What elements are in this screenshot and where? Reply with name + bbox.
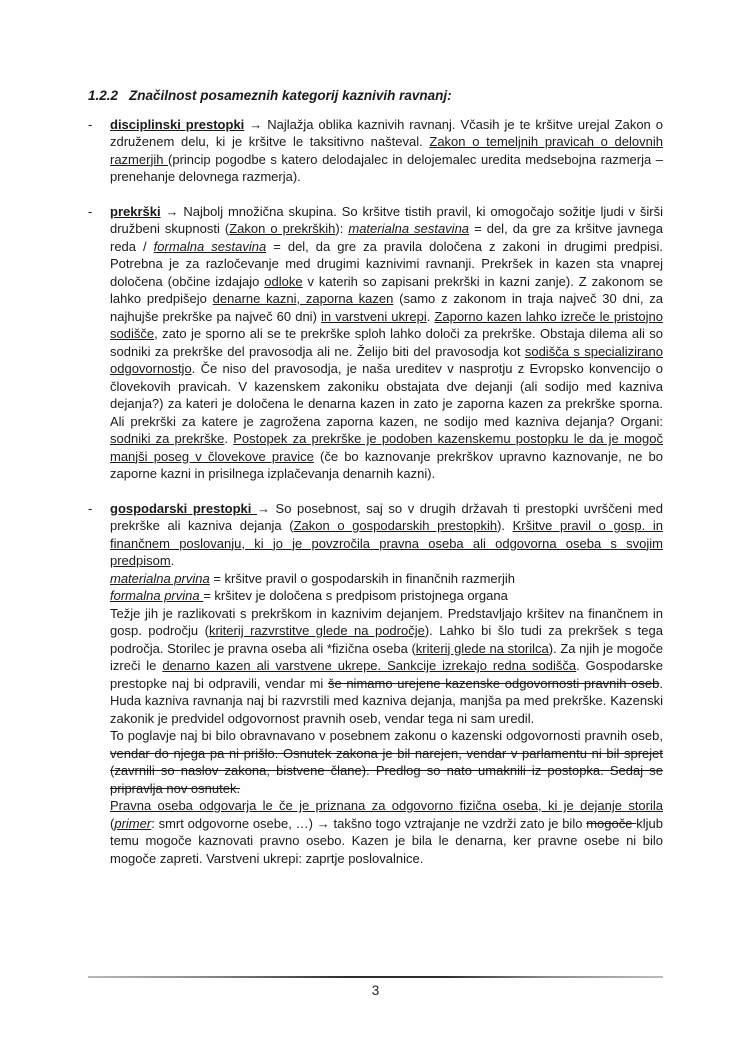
- text-run: kriterij glede na storilca: [415, 640, 549, 656]
- text-run: denarno kazen ali varstvene ukrepe. Sankcije izrekajo redna sodišča: [162, 658, 577, 673]
- text-run: .: [224, 431, 234, 446]
- text-run: = kršitev je določena s predpisom pristojnega organa: [203, 588, 508, 603]
- bullet-dash: -: [88, 116, 93, 132]
- text-run: gospodarski prestopki: [110, 500, 257, 516]
- text-run: (: [110, 815, 115, 831]
- text-run: formalna prvina: [110, 588, 204, 603]
- text-run: Zakon o temeljnih pravicah o delovnih razmerjih: [110, 134, 663, 167]
- text-run: (princip pogodbe s katero delodajalec in delojemalec uredita medsebojna razmerja – prenehanje delovnega razmerja).: [110, 151, 663, 184]
- paragraph: [88, 203, 663, 483]
- text-run: materialna sestavina: [348, 221, 470, 236]
- text-run: Kršitve pravil o gosp. in finančnem poslovanju, ki jo je povzročila pravna oseba ali odgovorna oseba s svojim predpisom: [110, 518, 663, 568]
- footer-rule: [88, 976, 663, 978]
- section-title: Značilnost posameznih kategorij kaznivih ravnanj:: [129, 88, 452, 103]
- text-run: .: [170, 553, 175, 568]
- text-run: : smrt odgovorne osebe, …) → takšno togo vztrajanje ne vzdrži zato je bilo: [151, 815, 587, 831]
- text-run: , zato je sporno ali se te prekrške sploh lahko določi za prekrške. Obstaja dilema ali so sodniki za prekrške del pravosodja ali ne. Želijo biti del pravosodja kot: [110, 326, 663, 359]
- text-run: denarne kazni, zaporna kazen: [212, 291, 394, 306]
- text-run: vendar do njega pa ni prišlo. Osnutek zakona je bil narejen, vendar v parlamentu ni bil sprejet (zavrnili so naslov zakona, bistvene člane). Predlog so nato umaknili iz postopka. Sedaj se pripravlja nov osnutek.: [110, 745, 663, 796]
- text-run: = kršitve pravil o gospodarskih in finančnih razmerjih: [209, 570, 515, 586]
- section-number: 1.2.2: [88, 88, 119, 103]
- paragraph-content: [110, 117, 663, 185]
- text-run: . Če niso del pravosodja, je naša ureditev v nasprotju z Evropsko konvencijo o človekovih pravicah. V kazenskem zakoniku obstajata dve dejanji (ali sodijo med kazniva dejanja?) za kateri je določena le denarna kazen in zato je zaporna kazen za prekrške sporna. Ali prekrški za katere je zagrožena zaporna kazen, ne sodijo med kazniva dejanja? Organi:: [110, 361, 663, 429]
- text-run: (če bo kaznovanje prekrškov upravno kaznovanje, ne bo zaporne kazni in prisilnega izplačevanja denarnih kazni).: [110, 448, 663, 481]
- text-run: .: [426, 308, 435, 324]
- text-run: formalna sestavina: [153, 238, 267, 254]
- text-run: → Najlažja oblika kaznivih ravnanj. Včasih je te kršitve urejal Zakon o združenem delu, ki je kršitve le taksitivno našteval.: [110, 116, 663, 149]
- text-run: prekrški: [110, 203, 161, 219]
- text-run: (samo z zakonom in traja največ 30 dni, za najhujše prekrške pa največ 60 dni): [110, 291, 663, 324]
- paragraph: [88, 116, 663, 186]
- text-run: = del, da gre za pravila določena z zakoni in drugimi predpisi. Potrebna je za razločevanje med drugimi kaznivimi ravnanji. Prekršek in kazen sta vnaprej določena (občine izdajajo: [110, 238, 663, 289]
- paragraph: [88, 500, 663, 868]
- text-run: ). Lahko bi šlo tudi za prekršek s tega področja. Storilec je pravna oseba ali *fizična oseba (: [110, 623, 663, 656]
- section-heading: [88, 87, 663, 105]
- bullet-dash: -: [88, 500, 93, 516]
- text-run: v katerih so zapisani prekrški in kazni zanje). Z zakonom se lahko predpišejo: [110, 273, 664, 306]
- text-run: Zakon o prekrških: [229, 221, 336, 236]
- text-run: sodišča s specializirano odgovornostjo: [110, 343, 663, 376]
- text-run: ):: [335, 221, 349, 236]
- text-run: Postopek za prekrške je podoben kazenskemu postopku le da je mogoč manjši poseg v človekove pravice: [110, 431, 663, 464]
- text-run: Zaporno kazen lahko izreče le pristojno sodišče: [110, 308, 663, 341]
- text-run: materialna prvina: [110, 570, 210, 586]
- text-run: odloke: [264, 273, 303, 289]
- page-footer: [88, 976, 663, 1000]
- bullet-dash: -: [88, 203, 93, 219]
- text-run: kriterij razvrstitve glede na področje: [208, 623, 425, 638]
- text-run: in varstveni ukrepi: [320, 308, 427, 324]
- page-number: 3: [371, 983, 380, 998]
- text-run: mogoče: [586, 815, 637, 831]
- text-run: Pravna oseba odgovarja le če je priznana za odgovorno fizična oseba, ki je dejanje storila: [110, 798, 663, 813]
- text-run: → So posebnost, saj so v drugih državah ti prestopki uvrščeni med prekrške ali kazniva dejanja (: [110, 500, 663, 533]
- text-run: še nimamo urejene kazenske odgovornosti pravnih oseb: [327, 675, 660, 691]
- paragraph-list: [88, 116, 663, 868]
- text-run: sodniki za prekrške: [110, 431, 225, 446]
- text-run: = del, da gre za kršitve javnega reda /: [110, 221, 663, 254]
- text-run: . Huda kazniva ravnanja naj bi razvrstili med kazniva dejanja, manjša pa med prekrške. Kazenski zakonik je predvidel odgovornost pravnih oseb, vendar tega ni sam uredil.: [110, 675, 663, 726]
- text-run: kljub temu mogoče kaznovati pravno osebo. Kazen je bila le denarna, ker pravne osebe ni bilo mogoče zapreti. Varstveni ukrepi: zaprtje poslovalnice.: [110, 815, 663, 866]
- text-run: . Gospodarske prestopke naj bi odpravili, vendar mi: [110, 658, 664, 691]
- text-run: Težje jih je razlikovati s prekrškom in kaznivim dejanjem. Predstavljajo kršitev na finančnem in gosp. področju (: [110, 605, 663, 638]
- text-run: disciplinski prestopki: [110, 116, 245, 132]
- text-run: ). Za njih je mogoče izreči le: [110, 640, 663, 673]
- paragraph-content: [110, 501, 663, 866]
- text-run: → Najbolj množična skupina. So kršitve tistih pravil, ki omogočajo sožitje ljudi v širši družbeni skupnosti (: [110, 203, 663, 236]
- content-area: [88, 87, 663, 867]
- paragraph-content: [110, 204, 663, 482]
- text-run: Zakon o gospodarskih prestopkih: [293, 518, 498, 533]
- text-run: primer: [114, 815, 152, 831]
- text-run: ).: [497, 518, 513, 533]
- text-run: To poglavje naj bi bilo obravnavano v posebnem zakonu o kazenski odgovornosti pravnih oseb,: [110, 728, 663, 743]
